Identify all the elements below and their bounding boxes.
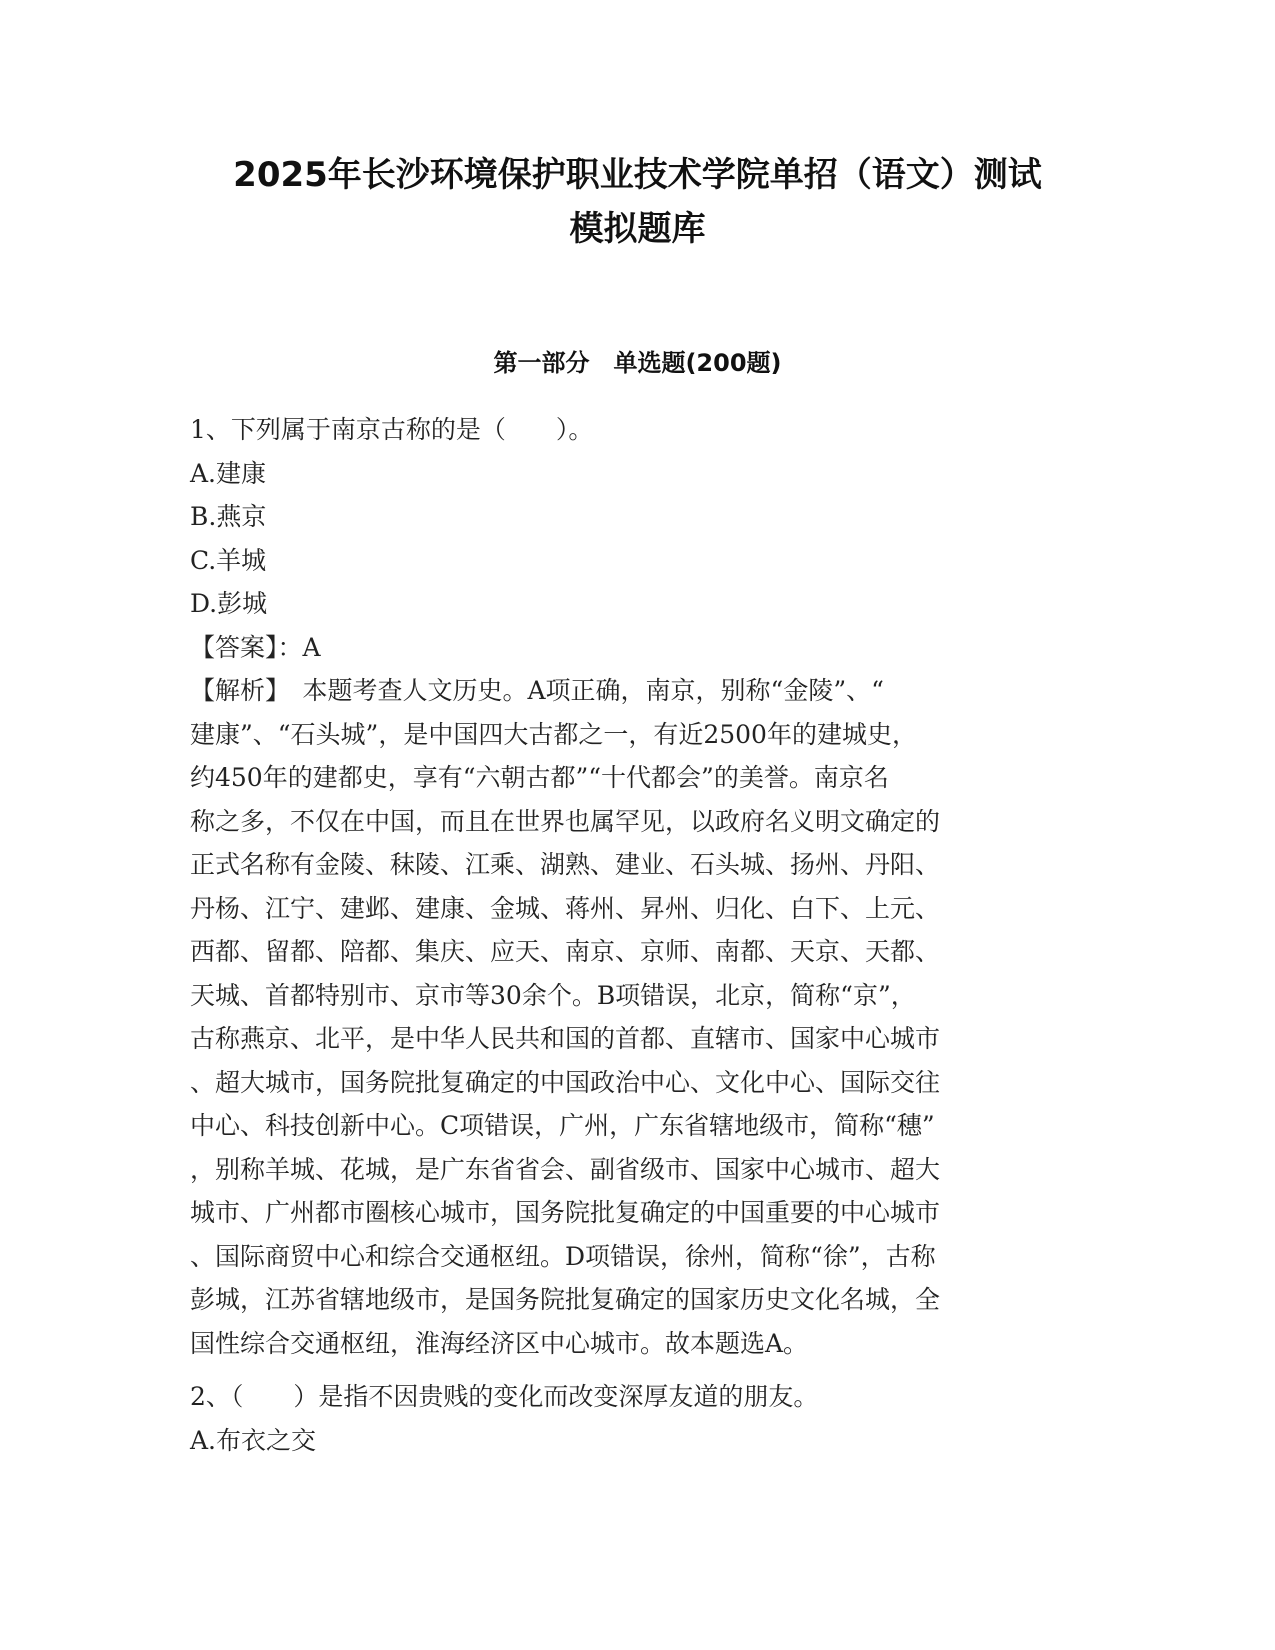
question-list: [190, 408, 1090, 1462]
analysis-line: 彭城，江苏省辖地级市，是国务院批复确定的国家历史文化名城，全: [190, 1285, 941, 1314]
question-1: [190, 408, 1090, 1365]
analysis-line: ，别称羊城、花城，是广东省省会、副省级市、国家中心城市、超大: [190, 1154, 941, 1184]
option-c: C.羊城: [190, 545, 267, 575]
title-line: 模拟题库: [569, 209, 706, 249]
analysis-line: 约450年的建都史，享有“六朝古都”“十代都会”的美誉。南京名: [190, 763, 889, 792]
title-line: 2025年长沙环境保护职业技术学院单招（语文）测试: [233, 155, 1042, 195]
document-title: [100, 148, 1175, 256]
analysis-line: 建康”、“石头城”，是中国四大古都之一，有近2500年的建城史，: [190, 719, 917, 749]
analysis-line: 、超大城市，国务院批复确定的中国政治中心、文化中心、国际交往: [190, 1067, 941, 1097]
answer-line: 【答案】：A: [190, 632, 321, 662]
analysis-line: 正式名称有金陵、秣陵、江乘、湖熟、建业、石头城、扬州、丹阳、: [190, 850, 941, 879]
analysis-line: 城市、广州都市圈核心城市，国务院批复确定的中国重要的中心城市: [190, 1198, 941, 1227]
question-2: [190, 1375, 1090, 1462]
question-stem: 1、下列属于南京古称的是（ ）。: [190, 415, 594, 444]
analysis-line: 古称燕京、北平，是中华人民共和国的首都、直辖市、国家中心城市: [190, 1024, 941, 1053]
analysis-line: 【解析】 本题考查人文历史。A项正确，南京，别称“金陵”、“: [190, 676, 884, 705]
analysis-line: 、国际商贸中心和综合交通枢纽。D项错误，徐州，简称“徐”，古称: [190, 1241, 936, 1271]
option-a: A.建康: [190, 458, 267, 488]
option-b: B.燕京: [190, 502, 267, 531]
option-d: D.彭城: [190, 589, 268, 618]
analysis-line: 中心、科技创新中心。C项错误，广州，广东省辖地级市，简称“穗”: [190, 1111, 935, 1140]
analysis-line: 天城、首都特别市、京市等30余个。B项错误，北京，简称“京”，: [190, 980, 916, 1010]
analysis-line: 国性综合交通枢纽，淮海经济区中心城市。故本题选A。: [190, 1328, 809, 1358]
analysis-block: [190, 669, 1090, 1365]
analysis-line: 丹杨、江宁、建邺、建康、金城、蒋州、昇州、归化、白下、上元、: [190, 893, 941, 923]
section-heading: 第一部分 单选题(200题): [493, 349, 782, 377]
question-stem: 2、（ ）是指不因贵贱的变化而改变深厚友道的朋友。: [190, 1382, 819, 1411]
question-gap: [190, 1365, 1090, 1375]
option-a: A.布衣之交: [190, 1425, 317, 1455]
analysis-line: 西都、留都、陪都、集庆、应天、南京、京师、南都、天京、天都、: [190, 937, 941, 966]
analysis-line: 称之多，不仅在中国，而且在世界也属罕见，以政府名义明文确定的: [190, 806, 941, 836]
